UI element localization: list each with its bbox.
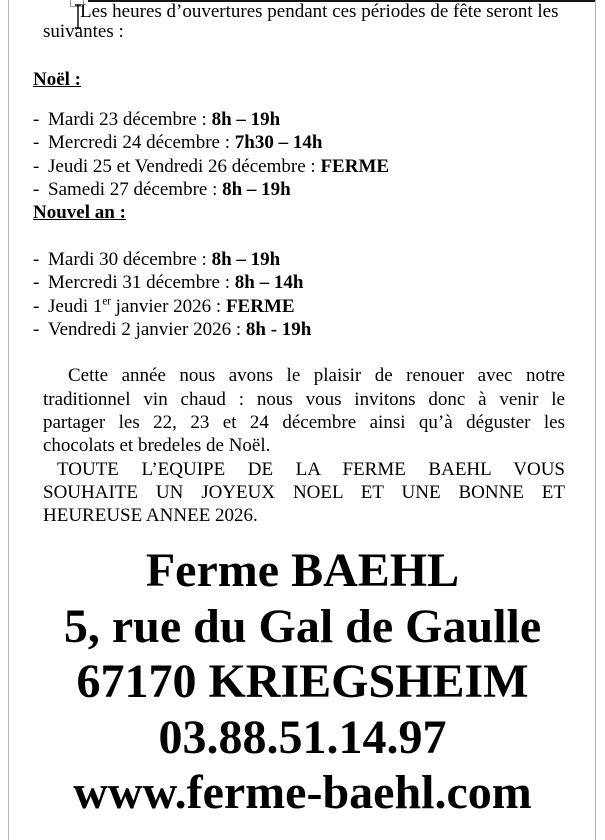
section-heading-nouvel-an: Nouvel an : (33, 202, 126, 224)
nouvel-an-hours-list (33, 248, 565, 341)
hours-text: Samedi 27 décembre : 8h – 19h (48, 178, 291, 200)
hours-value: 8h - 19h (245, 319, 312, 341)
paragraph-line: partager les 22, 23 et 24 décembre ainsi qu’à déguster les (43, 411, 565, 433)
section-heading-noel: Noël : (33, 69, 82, 90)
list-dash: - (33, 295, 40, 317)
hours-value: FERME (320, 155, 390, 177)
list-dash: - (33, 178, 40, 200)
website-url: www.ferme-baehl.com (73, 766, 532, 820)
paragraph-line: chocolats et bredeles de Noël. (43, 435, 271, 457)
hours-text: Mercredi 31 décembre : 8h – 14h (48, 272, 304, 294)
intro-line: Les heures d’ouvertures pendant ces périodes de fête seront les (80, 1, 559, 22)
phone-number: 03.88.51.14.97 (158, 710, 447, 764)
hours-item (33, 108, 565, 131)
hours-text: Mardi 23 décembre : 8h – 19h (48, 109, 281, 130)
hours-text: Mercredi 24 décembre : 7h30 – 14h (48, 132, 323, 154)
hours-value: 8h – 19h (211, 109, 281, 130)
paragraph-line: SOUHAITE UN JOYEUX NOEL ET UNE BONNE ET (43, 481, 565, 503)
paragraph-line: HEUREUSE ANNEE 2026. (43, 505, 258, 527)
hours-text: Vendredi 2 janvier 2026 : 8h - 19h (48, 319, 312, 341)
hours-item (33, 271, 565, 294)
list-dash: - (33, 155, 40, 177)
paragraph-line: TOUTE L’EQUIPE DE LA FERME BAEHL VOUS (57, 458, 565, 480)
intro-line: suivantes : (43, 21, 124, 42)
noel-hours-list (33, 108, 565, 201)
contact-block (0, 543, 605, 821)
paragraph-vin-chaud (43, 364, 565, 457)
hours-value: 8h – 14h (234, 272, 304, 294)
paragraph-line: Cette année nous avons le plaisir de renouer avec notre (68, 365, 565, 387)
list-dash: - (33, 249, 40, 271)
hours-value: 7h30 – 14h (234, 132, 323, 154)
hours-value: FERME (225, 295, 295, 317)
intro-paragraph (43, 2, 565, 42)
farm-name: Ferme BAEHL (145, 544, 460, 598)
hours-item (33, 318, 565, 341)
hours-item (33, 155, 565, 178)
paragraph-line: traditionnel vin chaud : nous vous invitons donc à venir le (43, 388, 565, 410)
street-address: 5, rue du Gal de Gaulle (63, 599, 542, 653)
paragraph-voeux (43, 458, 565, 528)
hours-value: 8h – 19h (222, 178, 291, 200)
hours-text: Jeudi 25 et Vendredi 26 décembre : FERME (48, 155, 390, 177)
hours-item (33, 248, 565, 271)
list-dash: - (33, 319, 40, 341)
ordinal-superscript: er (102, 295, 111, 308)
list-dash: - (33, 109, 40, 130)
list-dash: - (33, 132, 40, 154)
list-dash: - (33, 272, 40, 294)
hours-item (33, 178, 565, 201)
hours-item (33, 131, 565, 154)
hours-item (33, 295, 565, 318)
hours-text: Jeudi 1er janvier 2026 : FERME (48, 295, 295, 317)
postal-city: 67170 KRIEGSHEIM (76, 655, 529, 709)
hours-value: 8h – 19h (211, 249, 281, 271)
hours-text: Mardi 30 décembre : 8h – 19h (48, 249, 281, 271)
